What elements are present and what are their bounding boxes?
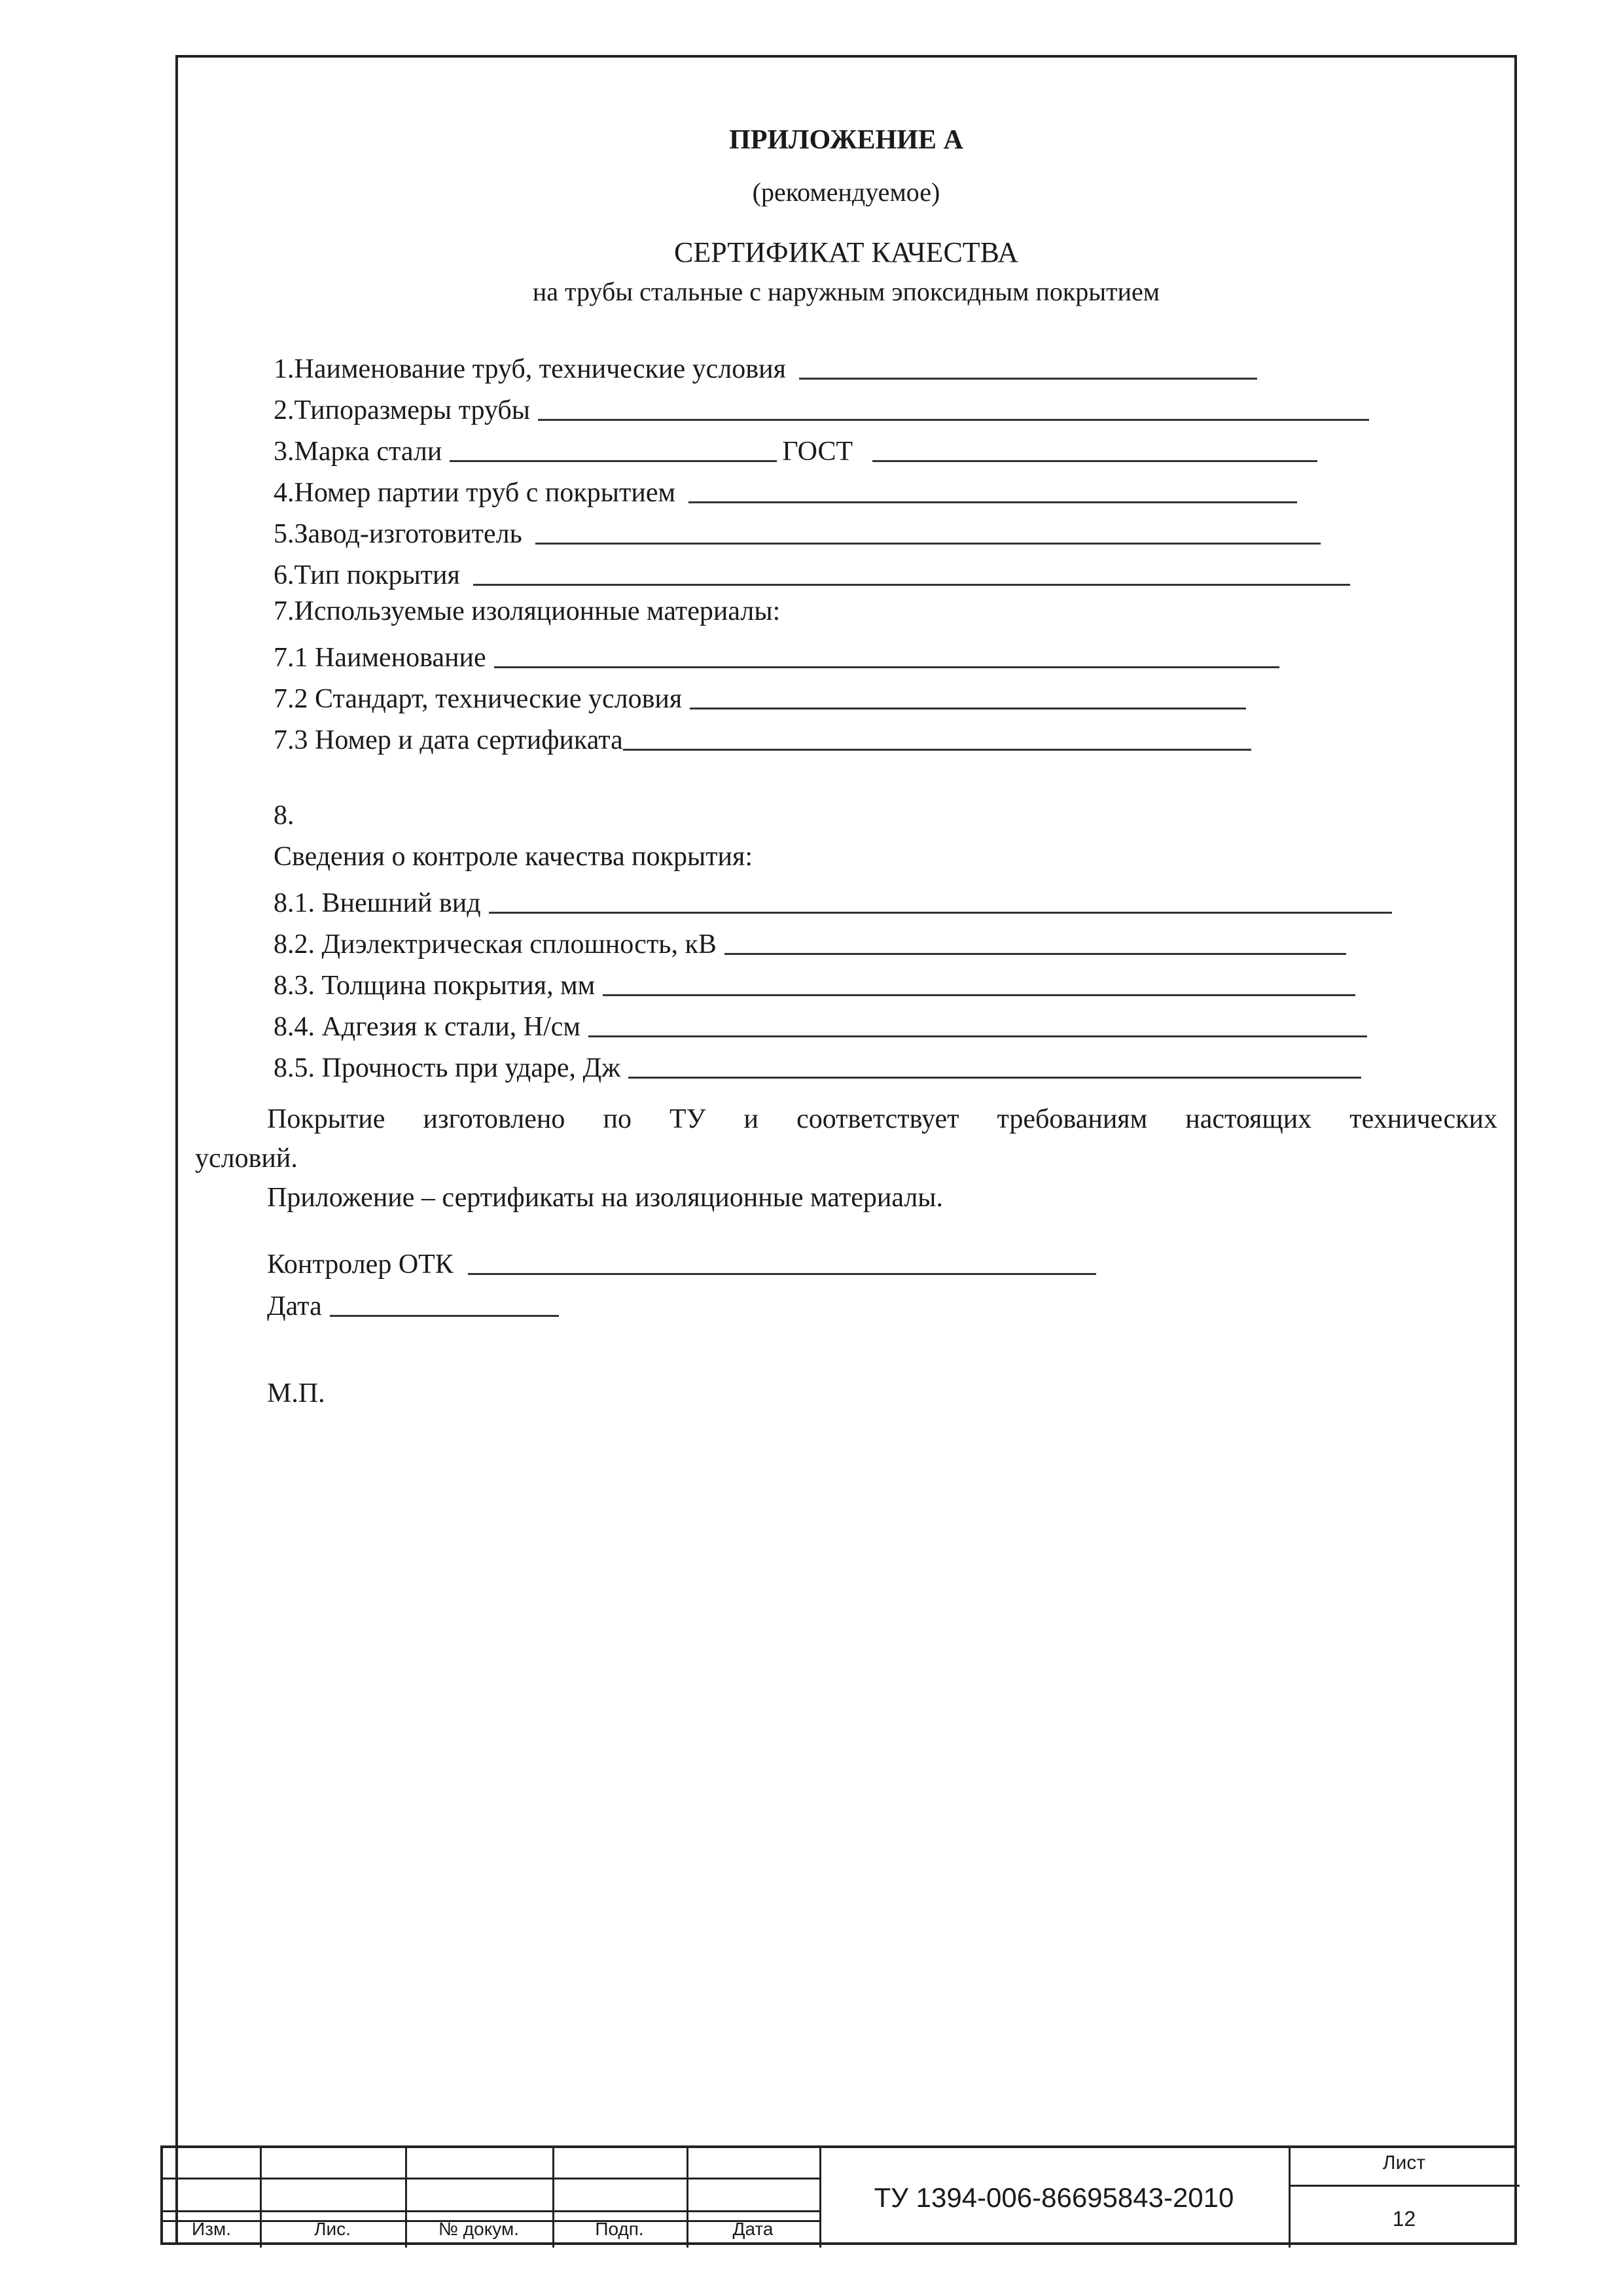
- field-label: 8.2. Диэлектрическая сплошность, кВ: [274, 929, 717, 960]
- field-label: 8.5. Прочность при ударе, Дж: [274, 1053, 621, 1083]
- title-block: [160, 2145, 1517, 2245]
- section-number: 8.: [274, 800, 294, 831]
- statement-paragraph: [195, 1100, 1497, 1217]
- sheet-label: Лист: [1382, 2152, 1426, 2174]
- fill-line[interactable]: [799, 378, 1257, 380]
- field-thickness[interactable]: [274, 960, 1425, 1001]
- controller-signature[interactable]: [267, 1249, 1096, 1280]
- field-label: 1.Наименование труб, технические условия: [274, 354, 786, 384]
- column-header-sheet: Лис.: [314, 2219, 351, 2239]
- field-label: 5.Завод-изготовитель: [274, 519, 522, 549]
- field-pipe-name[interactable]: [274, 344, 1425, 385]
- attachment-note: Приложение – сертификаты на изоляционные материалы.: [267, 1183, 944, 1213]
- column-header-signature: Подп.: [595, 2219, 644, 2239]
- field-appearance[interactable]: [274, 878, 1425, 919]
- fill-line[interactable]: [603, 994, 1355, 996]
- field-adhesion[interactable]: [274, 1001, 1425, 1043]
- fill-line[interactable]: [628, 1077, 1361, 1079]
- field-label: 7.1 Наименование: [274, 643, 486, 673]
- field-label: 7.3 Номер и дата сертификата: [274, 725, 623, 755]
- fill-line[interactable]: [688, 501, 1297, 503]
- fill-line[interactable]: [690, 708, 1246, 709]
- fill-line[interactable]: [623, 749, 1251, 751]
- stamp-place: М.П.: [267, 1378, 325, 1408]
- sheet-number: 12: [1392, 2207, 1416, 2231]
- field-coating-type[interactable]: [274, 550, 1425, 591]
- date-line[interactable]: [330, 1315, 559, 1317]
- column-header-date: Дата: [732, 2219, 774, 2239]
- field-steel-grade[interactable]: [274, 426, 1425, 467]
- appendix-status: (рекомендуемое): [752, 177, 940, 207]
- field-label: 7.2 Стандарт, технические условия: [274, 684, 683, 714]
- field-material-standard[interactable]: [274, 673, 1425, 715]
- fill-line[interactable]: [494, 666, 1279, 668]
- controller-label: Контролер ОТК: [267, 1249, 454, 1280]
- fill-line[interactable]: [538, 419, 1369, 421]
- field-material-name[interactable]: [274, 632, 1425, 673]
- fill-line[interactable]: [724, 953, 1346, 955]
- statement-line: Покрытие изготовлено по ТУ и соответствует требованиям настоящих технических: [267, 1104, 1497, 1134]
- quality-control-heading: Сведения о контроле качества покрытия:: [274, 842, 753, 872]
- certificate-fields: [274, 344, 1425, 1084]
- document-code: ТУ 1394-006-86695843-2010: [874, 2182, 1234, 2213]
- field-label: 4.Номер партии труб с покрытием: [274, 478, 676, 508]
- appendix-title: ПРИЛОЖЕНИЕ А: [729, 125, 963, 155]
- fill-line[interactable]: [450, 460, 777, 462]
- signature-line[interactable]: [468, 1273, 1096, 1275]
- field-pipe-size[interactable]: [274, 385, 1425, 426]
- fill-line[interactable]: [588, 1035, 1367, 1037]
- field-impact-strength[interactable]: [274, 1043, 1425, 1084]
- column-header-revision: Изм.: [192, 2219, 231, 2239]
- date-label: Дата: [267, 1291, 322, 1321]
- field-dielectric[interactable]: [274, 919, 1425, 960]
- fill-line[interactable]: [535, 543, 1321, 545]
- date-field[interactable]: [267, 1291, 559, 1322]
- field-label: 8.4. Адгезия к стали, Н/см: [274, 1012, 580, 1042]
- field-batch-number[interactable]: [274, 467, 1425, 509]
- field-label: 8.3. Толщина покрытия, мм: [274, 971, 596, 1001]
- field-material-certificate[interactable]: [274, 715, 1425, 756]
- field-label: 3.Марка стали: [274, 437, 442, 467]
- column-header-document: № докум.: [438, 2219, 519, 2239]
- statement-line: условий.: [195, 1143, 298, 1174]
- materials-heading: 7.Используемые изоляционные материалы:: [274, 596, 781, 626]
- field-manufacturer[interactable]: [274, 509, 1425, 550]
- fill-line[interactable]: [473, 584, 1350, 586]
- field-label: 2.Типоразмеры трубы: [274, 395, 530, 425]
- field-label: 8.1. Внешний вид: [274, 888, 481, 918]
- gost-label: ГОСТ: [782, 437, 853, 467]
- fill-line[interactable]: [489, 912, 1392, 914]
- field-label: 6.Тип покрытия: [274, 560, 460, 590]
- fill-line[interactable]: [872, 460, 1317, 462]
- certificate-subtitle: на трубы стальные с наружным эпоксидным покрытием: [532, 277, 1160, 306]
- certificate-title: СЕРТИФИКАТ КАЧЕСТВА: [673, 236, 1019, 268]
